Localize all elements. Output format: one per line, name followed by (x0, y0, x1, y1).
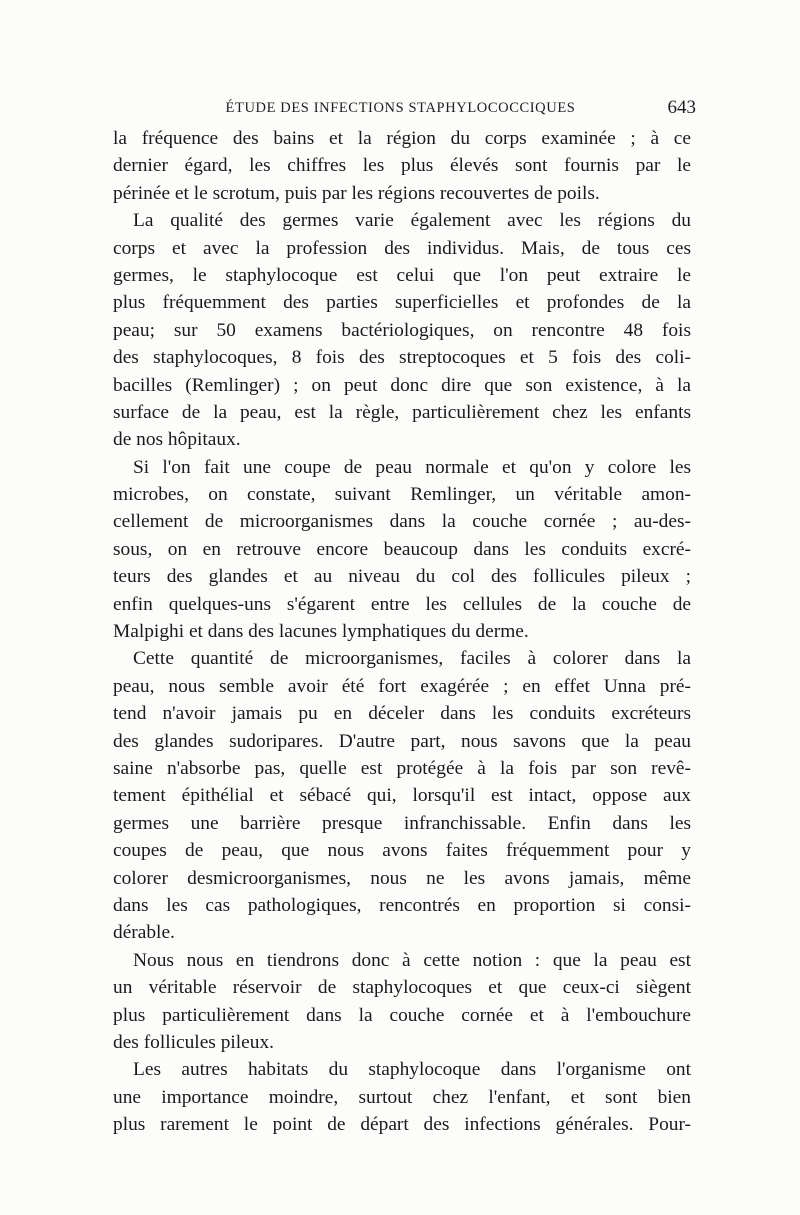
text-line: saine n'absorbe pas, quelle est protégée à la fois par son revê- (113, 757, 691, 779)
text-line: des staphylocoques, 8 fois des streptocoques et 5 fois des coli- (113, 347, 691, 369)
text-line: surface de la peau, est la règle, particulièrement chez les enfants (113, 401, 691, 423)
text-line: teurs des glandes et au niveau du col des follicules pileux ; (113, 566, 691, 588)
text-line: des glandes sudoripares. D'autre part, nous savons que la peau (113, 730, 691, 752)
text-line: un véritable réservoir de staphylocoques et que ceux-ci siègent (113, 977, 691, 999)
text-line: une importance moindre, surtout chez l'enfant, et sont bien (113, 1086, 691, 1108)
paragraph (113, 645, 691, 946)
text-line: tend n'avoir jamais pu en déceler dans les conduits excréteurs (113, 703, 691, 725)
text-line: Les autres habitats du staphylocoque dans l'organisme ont (133, 1059, 691, 1081)
text-line: Si l'on fait une coupe de peau normale et qu'on y colore les (133, 456, 691, 478)
text-line: Malpighi et dans des lacunes lymphatiques du derme. (113, 621, 529, 643)
running-head (113, 97, 696, 124)
text-line: plus particulièrement dans la couche cornée et à l'embouchure (113, 1004, 691, 1026)
text-line: Nous nous en tiendrons donc à cette notion : que la peau est (133, 949, 691, 971)
text-line: colorer desmicroorganismes, nous ne les avons jamais, même (113, 867, 691, 889)
text-line: plus rarement le point de départ des infections générales. Pour- (113, 1114, 691, 1136)
text-line: peau; sur 50 examens bactériologiques, on rencontre 48 fois (113, 319, 691, 341)
text-line: plus fréquemment des parties superficielles et profondes de la (113, 292, 691, 314)
text-line: coupes de peau, que nous avons faites fréquemment pour y (113, 840, 691, 862)
text-line: La qualité des germes varie également avec les régions du (133, 210, 691, 232)
body-text (113, 125, 691, 1138)
paragraph (113, 947, 691, 1057)
text-line: cellement de microorganismes dans la couche cornée ; au-des- (113, 511, 691, 533)
text-line: peau, nous semble avoir été fort exagérée ; en effet Unna pré- (113, 675, 691, 697)
text-line: microbes, on constate, suivant Remlinger, un véritable amon- (113, 484, 691, 506)
text-line: des follicules pileux. (113, 1031, 275, 1053)
text-line: sous, on en retrouve encore beaucoup dans les conduits excré- (113, 538, 691, 560)
paragraph (113, 207, 691, 454)
paragraph (113, 454, 691, 646)
text-line: périnée et le scrotum, puis par les régions recouvertes de poils. (113, 182, 600, 204)
running-title: ÉTUDE DES INFECTIONS STAPHYLOCOCCIQUES (225, 100, 576, 116)
text-line: dans les cas pathologiques, rencontrés en proportion si consi- (113, 894, 691, 916)
text-line: la fréquence des bains et la région du corps examinée ; à ce (113, 128, 691, 149)
text-line: dérable. (113, 922, 175, 944)
text-line: germes une barrière presque infranchissable. Enfin dans les (113, 812, 691, 834)
text-line: bacilles (Remlinger) ; on peut donc dire que son existence, à la (113, 374, 691, 396)
paragraph (113, 125, 691, 207)
text-line: dernier égard, les chiffres les plus élevés sont fournis par le (113, 155, 691, 177)
text-line: corps et avec la profession des individus. Mais, de tous ces (113, 237, 691, 259)
page-number: 643 (667, 97, 696, 118)
text-line: enfin quelques-uns s'égarent entre les cellules de la couche de (113, 593, 691, 615)
text-line: tement épithélial et sébacé qui, lorsqu'il est intact, oppose aux (113, 785, 691, 807)
text-line: de nos hôpitaux. (113, 429, 241, 451)
text-line: germes, le staphylocoque est celui que l'on peut extraire le (113, 264, 691, 286)
paragraph (113, 1056, 691, 1138)
text-line: Cette quantité de microorganismes, faciles à colorer dans la (133, 648, 691, 670)
